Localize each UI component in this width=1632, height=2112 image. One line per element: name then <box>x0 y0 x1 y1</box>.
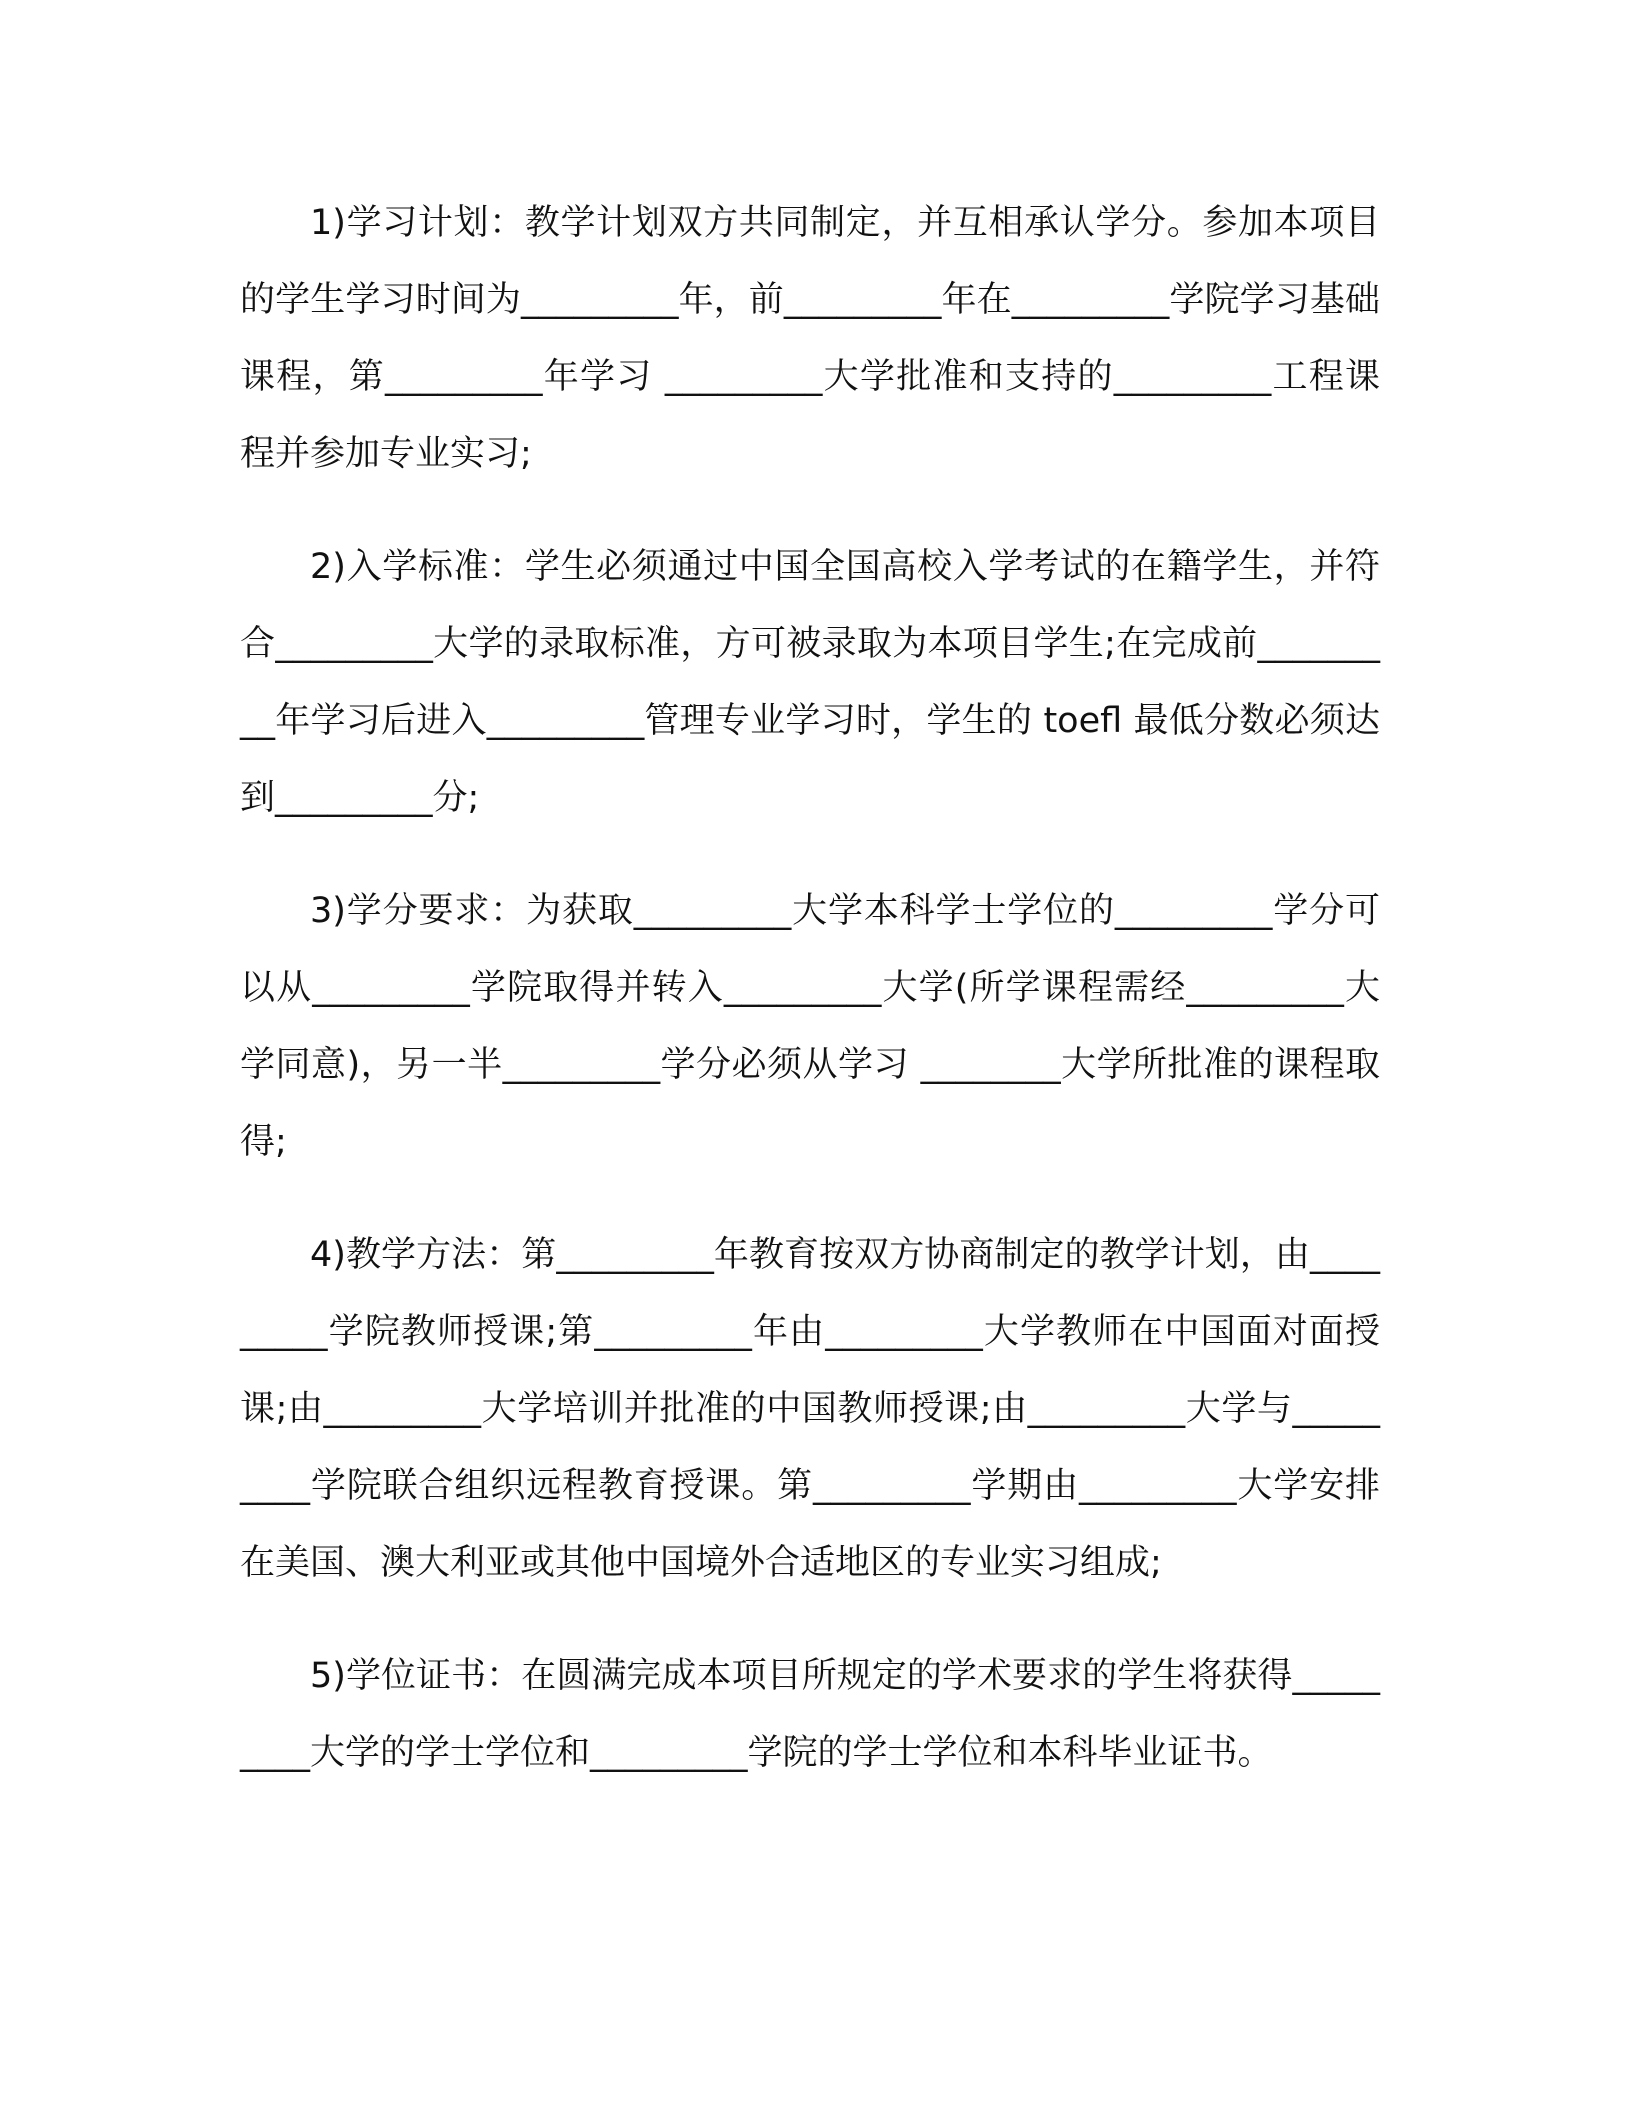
clause-study-plan: 1)学习计划：教学计划双方共同制定，并互相承认学分。参加本项目的学生学习时间为_________年，前_________年在_________学院学习基础课程，第_________年学习 _________大学批准和支持的_________工程课程并参加专业实习; <box>240 203 1380 474</box>
clause-teaching-method: 4)教学方法：第_________年教育按双方协商制定的教学计划，由_________学院教师授课;第_________年由_________大学教师在中国面对面授课;由_________大学培训并批准的中国教师授课;由_________大学与_________学院联合组织远程教育授课。第_________学期由_________大学安排在美国、澳大利亚或其他中国境外合适地区的专业实习组成; <box>240 1235 1380 1583</box>
clause-credit-requirement: 3)学分要求：为获取_________大学本科学士学位的_________学分可以从_________学院取得并转入_________大学(所学课程需经_________大学同意)，另一半_________学分必须从学习 ________大学所批准的课程取得; <box>240 891 1380 1162</box>
clause-admission-standard: 2)入学标准：学生必须通过中国全国高校入学考试的在籍学生，并符合_________大学的录取标准，方可被录取为本项目学生;在完成前_________年学习后进入_________管理专业学习时，学生的 toefl 最低分数必须达到_________分; <box>240 547 1380 818</box>
document-body <box>240 185 1380 1828</box>
clause-degree-certificate: 5)学位证书：在圆满完成本项目所规定的学术要求的学生将获得_________大学的学士学位和_________学院的学士学位和本科毕业证书。 <box>240 1656 1380 1773</box>
